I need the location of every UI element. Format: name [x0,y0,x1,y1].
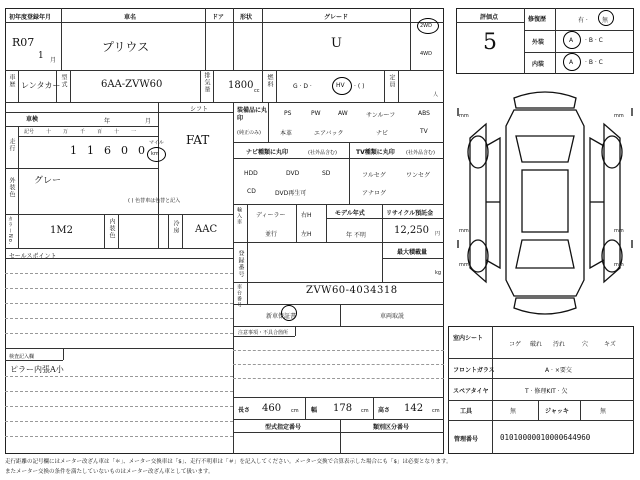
tv-note: (社外品含む) [406,150,435,156]
equipment-item: TV [420,128,428,135]
mileage-digit-header: 一 [131,129,137,135]
model-year-value: 年 不明 [346,232,366,239]
fuel-other: · ( ) [354,83,365,90]
aircon-label: 冷房 [172,220,179,234]
score-value: 5 [483,30,497,55]
glass-value: A · ×要交 [545,367,572,374]
interior-circled: A [569,59,574,66]
inspection-label: 車検 [26,116,39,123]
length-unit: cm [291,408,299,414]
chassis-label: 車台番号 [236,284,242,308]
displacement-unit: cc [254,88,260,94]
exterior-label: 外装 [532,39,545,46]
height-label: 高さ [378,407,391,414]
repair-options: 有 · [578,17,588,24]
height-value: 142 [404,403,424,414]
car-damage-diagram [456,86,634,320]
color-no-label: カラーNo. [7,216,13,246]
interior-other: · B · C [585,59,603,66]
width-value: 178 [333,403,353,414]
grade-value: U [331,36,342,51]
shift-label: シフト [190,106,209,113]
model-code: 6AA-ZVW60 [101,79,163,90]
mgmt-value: 01010000010000644960 [500,433,591,442]
mileage-digit-header: 百 [97,129,103,135]
navi-item: SD [322,170,331,177]
equipment-item: PW [311,110,321,117]
color-value: グレー [34,176,62,186]
recycle-value: 12,250 [394,225,429,236]
tv-item: アナログ [362,190,387,197]
model-name: プリウス [102,40,150,54]
displacement-label: 排気量 [203,72,210,93]
model-year-label: モデル年式 [335,210,365,217]
shift-value: FAT [186,133,210,147]
equipment-item: ナビ [376,130,389,137]
sales-point-label: セールスポイント [9,253,57,260]
use-value: レンタカー [21,81,61,90]
use-label: 車歴 [8,74,15,88]
spare-value: T · 修理KIT · 欠 [525,388,568,395]
type-no-label: 型式指定番号 [265,424,302,431]
mileage-digit-header: 十 [46,129,52,135]
height-unit: cm [432,408,440,414]
equipment-item: ABS [418,110,430,117]
tv-item: フルセグ [362,172,386,179]
repair-label: 修復歴 [528,16,547,23]
mileage-digit: 0 [121,144,128,157]
fuel-label: 燃料 [266,74,273,88]
mm-label: mm [614,262,624,268]
navi-note: (社外品含む) [308,150,337,156]
mileage-digit-header: 十 [114,129,120,135]
mileage-digit: 6 [104,144,111,157]
equipment-item: AW [338,110,348,117]
reg-no-label: 登録番号 [237,250,244,278]
exterior-circled: A [569,37,574,44]
mm-label: mm [459,262,469,268]
drive-option: 4WD [420,51,432,57]
import-parallel: 並行 [265,231,278,238]
mileage-digit-header: 記号 [24,129,35,135]
mileage-digit-header: 千 [80,129,86,135]
equipment-item: 本革 [280,130,293,137]
first-reg-label: 初年度登録年月 [9,14,52,21]
jack-value: 無 [600,408,607,415]
seat-item: 汚れ [553,341,566,348]
tools-value: 無 [510,408,517,415]
max-load-label: 最大積載量 [397,249,428,256]
color-no: 1M2 [50,225,73,236]
recycle-unit: 円 [435,231,441,237]
warranty-circle-marker [281,305,297,321]
first-reg-year: R07 [12,36,35,49]
door-label: ドア [212,14,224,21]
inspector-notes-value: ピラー内張A小 [10,365,64,374]
footer-line-1: 走行距離の記号欄にはメーター改ざん車は「＊」、メーター交換車は「$」、走行不明車は「＃」を記入してください。メーター交換で合算表示した場合にも「$」は必要となります。 [5,459,452,465]
aircon-value: AAC [195,224,218,235]
seat-item: キズ [604,341,616,348]
mgmt-label: 管理番号 [454,436,479,443]
mileage-digit: 1 [70,144,77,157]
interior-score-label: 内装 [532,61,545,68]
km-label: km [151,151,159,157]
shape-label: 形状 [240,14,253,21]
import-label: 輸入車 [236,207,242,225]
class-no-label: 類別区分番号 [373,424,410,431]
seat-item: コゲ [509,341,522,348]
jack-label: ジャッキ [545,408,569,415]
seat-item: 穴 [582,341,589,348]
seat-item: 破れ [530,341,543,348]
navi-item: CD [247,188,256,195]
inspection-month-unit: 月 [145,118,152,125]
manual-label: 車両取説 [380,313,405,320]
displacement: 1800 [228,80,254,91]
mileage-digit-header: 万 [63,129,69,135]
tv-item: ワンセグ [406,172,431,179]
chassis-value: ZVW60-4034318 [306,285,398,296]
mm-label: mm [614,113,624,119]
navi-item: DVD [286,170,300,177]
score-label: 評価点 [480,14,499,21]
equipment-subtitle: (純正のみ) [237,130,261,136]
notes-label: 注意事項・不具合箇所 [238,330,289,336]
color-note: ( ) 色替車は色替と記入 [128,198,181,204]
mileage-digit: 0 [138,144,145,157]
mileage-digit: 1 [87,144,94,157]
inspection-year-unit: 年 [104,118,111,125]
equipment-item: エアバック [314,130,344,137]
seat-label: 室内シート [453,335,484,342]
navi-item: HDD [244,170,258,177]
width-label: 幅 [311,407,318,414]
warranty-label: 新車保証書 [266,313,297,320]
tools-label: 工具 [460,408,473,415]
color-label: 外装色 [8,177,15,198]
length-value: 460 [262,403,282,414]
equipment-title: 装備品に丸印 [237,107,268,122]
fuel-circled: HV [336,82,345,89]
footer-line-2: またメーター交換の条件を満たしていないものはメーター改ざん車として扱います。 [5,469,214,475]
mileage-label: 走行 [8,138,15,152]
navi-title: ナビ種類に丸印 [246,149,289,156]
interior-label: 内装色 [108,218,115,239]
repair-circled: 無 [602,17,609,24]
equipment-item: サンルーフ [366,112,396,119]
length-label: 長さ [238,407,251,414]
first-reg-month: 1 [38,51,44,61]
drive-circled: 2WD [420,23,432,29]
glass-label: フロントガラス [453,367,495,374]
left-hand: 左H [301,231,312,238]
exterior-other: · B · C [585,37,603,44]
fuel-options: G · D · [293,83,312,90]
recycle-label: リサイクル預託金 [386,210,434,217]
navi-item: DVD再生可 [275,190,307,197]
mm-label: mm [614,228,624,234]
capacity-label: 定員 [388,74,395,88]
width-unit: cm [361,408,369,414]
spare-label: スペアタイヤ [453,388,489,395]
right-hand: 右H [301,212,312,219]
tv-title: TV種類に丸印 [356,149,395,156]
inspector-notes-label: 検査記入欄 [9,354,35,360]
model-name-label: 車名 [124,14,137,21]
import-dealer: ディーラー [256,212,286,219]
grade-label: グレード [324,14,349,21]
mile-label: マイル [149,140,164,146]
mm-label: mm [459,113,469,119]
model-code-label: 型式 [60,74,67,88]
max-load-unit: kg [435,270,442,276]
equipment-item: PS [284,110,292,117]
month-unit: 月 [50,57,57,64]
mm-label: mm [459,228,469,234]
capacity-unit: 人 [433,92,439,98]
